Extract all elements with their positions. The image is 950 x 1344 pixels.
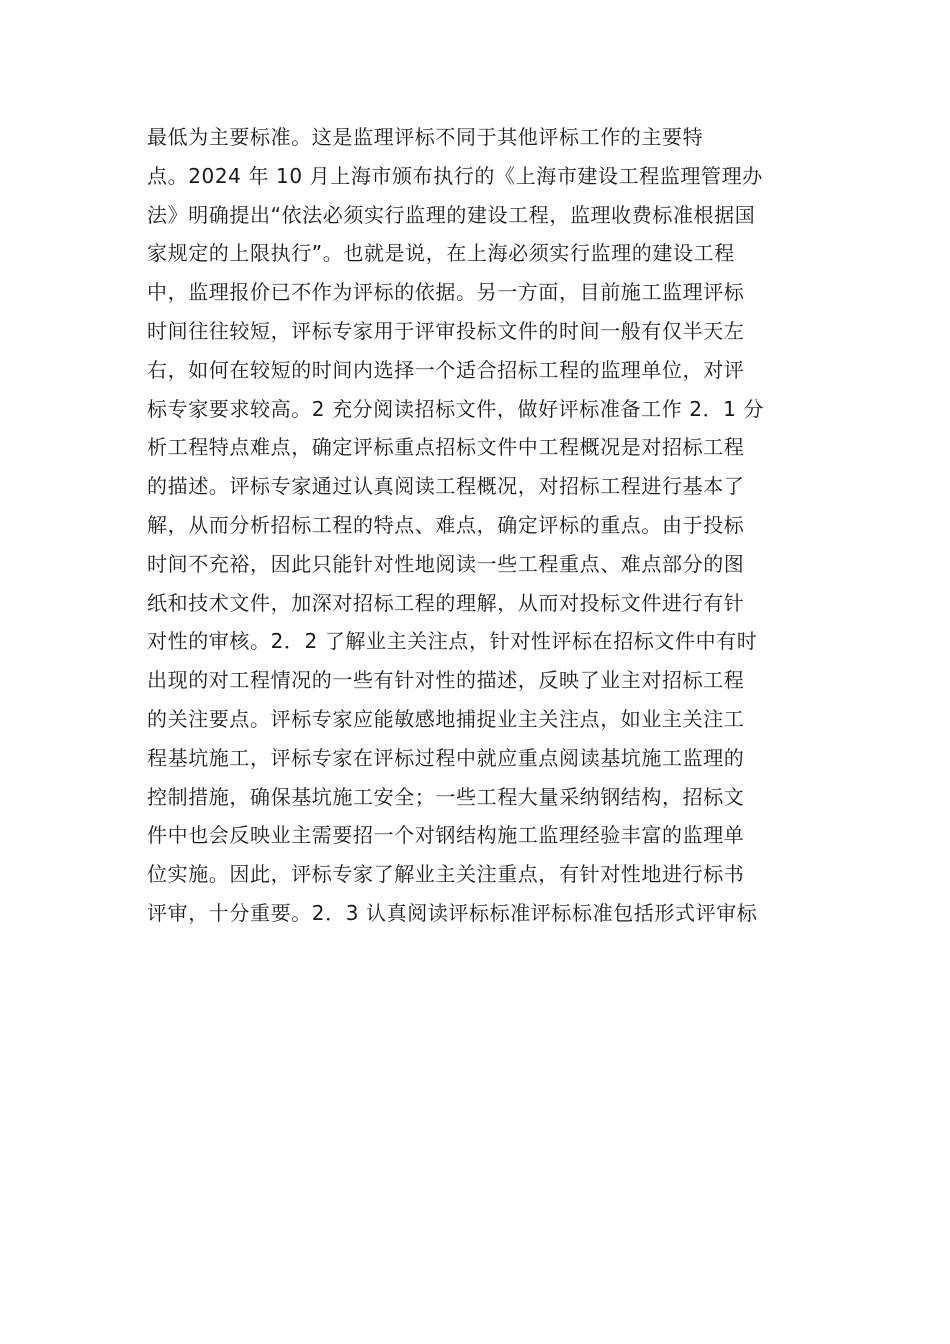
text-line: 纸和技术文件，加深对招标工程的理解，从而对投标文件进行有针 [147,590,745,615]
text-line: 最低为主要标准。这是监理评标不同于其他评标工作的主要特 [147,125,704,149]
text-line: 中，监理报价已不作为评标的依据。另一方面，目前施工监理评标 [147,280,745,305]
text-line: 标专家要求较高。2 充分阅读招标文件，做好评标准备工作 2．1 分 [147,396,765,421]
text-line: 对性的审核。2．2 了解业主关注点，针对性评标在招标文件中有时 [147,629,758,654]
text-line: 右，如何在较短的时间内选择一个适合招标工程的监理单位，对评 [147,357,745,382]
text-line: 的关注要点。评标专家应能敏感地捕捉业主关注点，如业主关注工 [147,706,745,731]
text-line: 的描述。评标专家通过认真阅读工程概况，对招标工程进行基本了 [147,474,745,499]
text-line: 时间往往较短，评标专家用于评审投标文件的时间一般有仅半天左 [147,318,745,343]
text-line: 出现的对工程情况的一些有针对性的描述，反映了业主对招标工程 [147,668,745,693]
text-line: 点。2024 年 10 月上海市颁布执行的《上海市建设工程监理管理办 [147,163,763,188]
text-line: 家规定的上限执行”。也就是说，在上海必须实行监理的建设工程 [147,241,735,266]
text-line: 解，从而分析招标工程的特点、难点，确定评标的重点。由于投标 [147,512,745,537]
text-line: 析工程特点难点，确定评标重点招标文件中工程概况是对招标工程 [147,435,745,460]
body-text [147,118,807,933]
text-line: 评审，十分重要。2．3 认真阅读评标标准评标标准包括形式评审标 [147,900,758,925]
text-line: 时间不充裕，因此只能针对性地阅读一些工程重点、难点部分的图 [147,551,745,576]
text-line: 件中也会反映业主需要招一个对钢结构施工监理经验丰富的监理单 [147,823,745,848]
text-line: 法》明确提出“依法必须实行监理的建设工程，监理收费标准根据国 [147,202,756,227]
text-line: 程基坑施工，评标专家在评标过程中就应重点阅读基坑施工监理的 [147,745,745,770]
text-line: 控制措施，确保基坑施工安全；一些工程大量采纳钢结构，招标文 [147,784,745,809]
text-line: 位实施。因此，评标专家了解业主关注重点，有针对性地进行标书 [147,862,745,887]
